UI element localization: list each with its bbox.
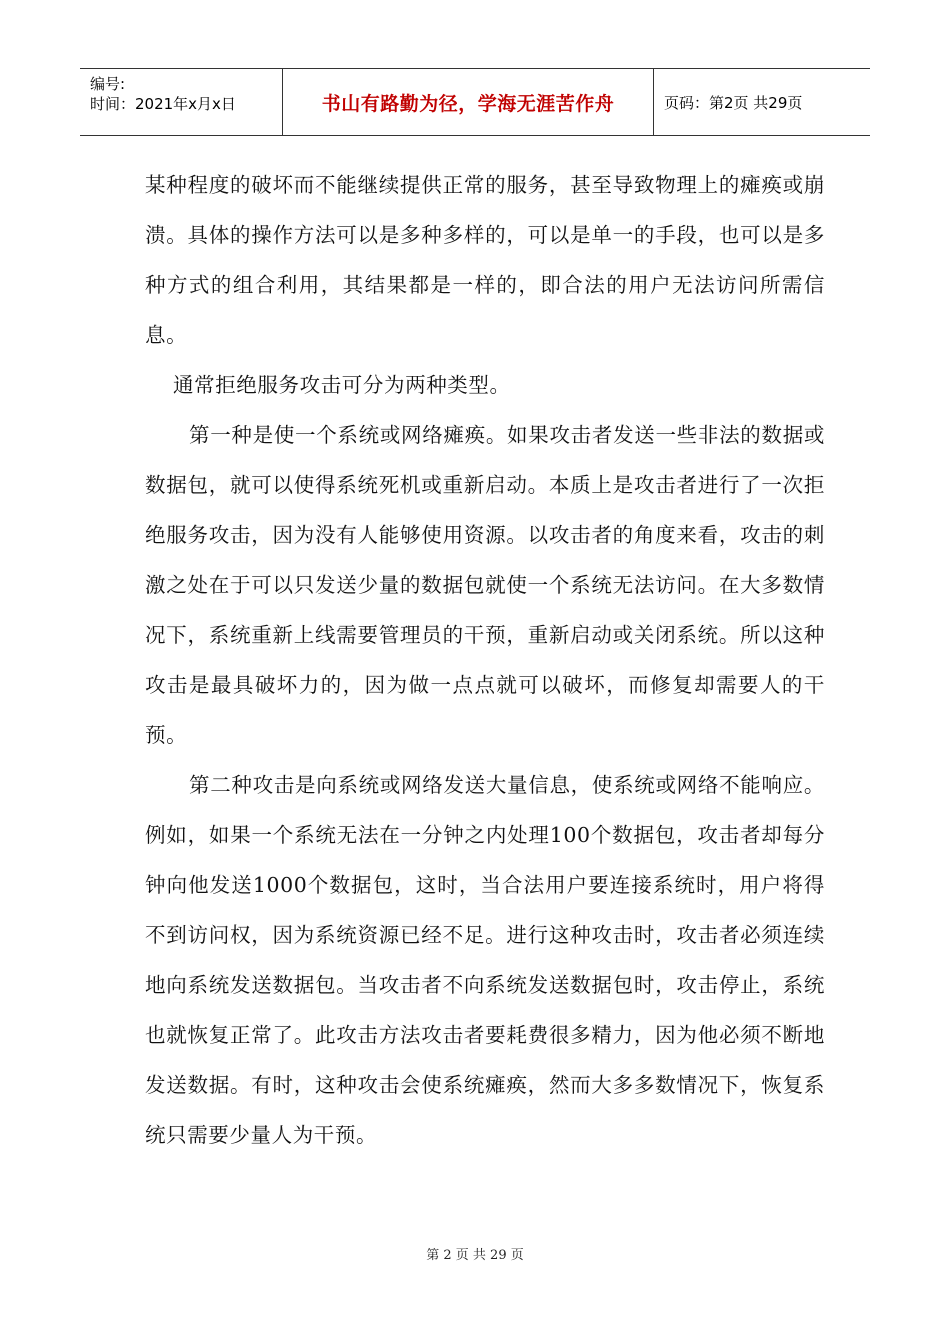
page-footer: 第 2 页 共 29 页 [426, 1248, 524, 1263]
body-paragraph: 通常拒绝服务攻击可分为两种类型。 [173, 373, 511, 397]
body-paragraph: 第一种是使一个系统或网络瘫痪。如果攻击者发送一些非法的数据或数据包，就可以使得系统死机或重新启动。本质上是攻击者进行了一次拒绝服务攻击，因为没有人能够使用资源。以攻击者的角度来看，攻击的刺激之处在于可以只发送少量的数据包就使一个系统无法访问。在大多数情况下，系统重新上线需要管理员的干预，重新启动或关闭系统。所以这种攻击是最具破坏力的，因为做一点点就可以破坏，而修复却需要人的干预。 [145, 423, 825, 747]
header-page-cell [654, 69, 870, 135]
body-paragraph: 某种程度的破坏而不能继续提供正常的服务，甚至导致物理上的瘫痪或崩溃。具体的操作方法可以是多种多样的，可以是单一的手段，也可以是多种方式的组合利用，其结果都是一样的，即合法的用户无法访问所需信息。 [145, 173, 825, 347]
header-motto: 书山有路勤为径，学海无涯苦作舟 [321, 92, 615, 115]
document-number-label: 编号: [90, 75, 126, 93]
header-motto-cell [283, 69, 653, 135]
body-paragraph: 第二种攻击是向系统或网络发送大量信息，使系统或网络不能响应。例如，如果一个系统无法在一分钟之内处理100个数据包，攻击者却每分钟向他发送1000个数据包，这时，当合法用户要连接系统时，用户将得不到访问权，因为系统资源已经不足。进行这种攻击时，攻击者必须连续地向系统发送数据包。当攻击者不向系统发送数据包时，攻击停止，系统也就恢复正常了。此攻击方法攻击者要耗费很多精力，因为他必须不断地发送数据。有时，这种攻击会使系统瘫痪，然而大多多数情况下，恢复系统只需要少量人为干预。 [145, 773, 825, 1147]
document-body [145, 160, 825, 1160]
document-date-label: 时间：2021年x月x日 [90, 95, 236, 113]
header-meta [80, 69, 282, 135]
header-page-number: 页码：第2页 共29页 [664, 93, 803, 112]
page-header [80, 68, 870, 136]
